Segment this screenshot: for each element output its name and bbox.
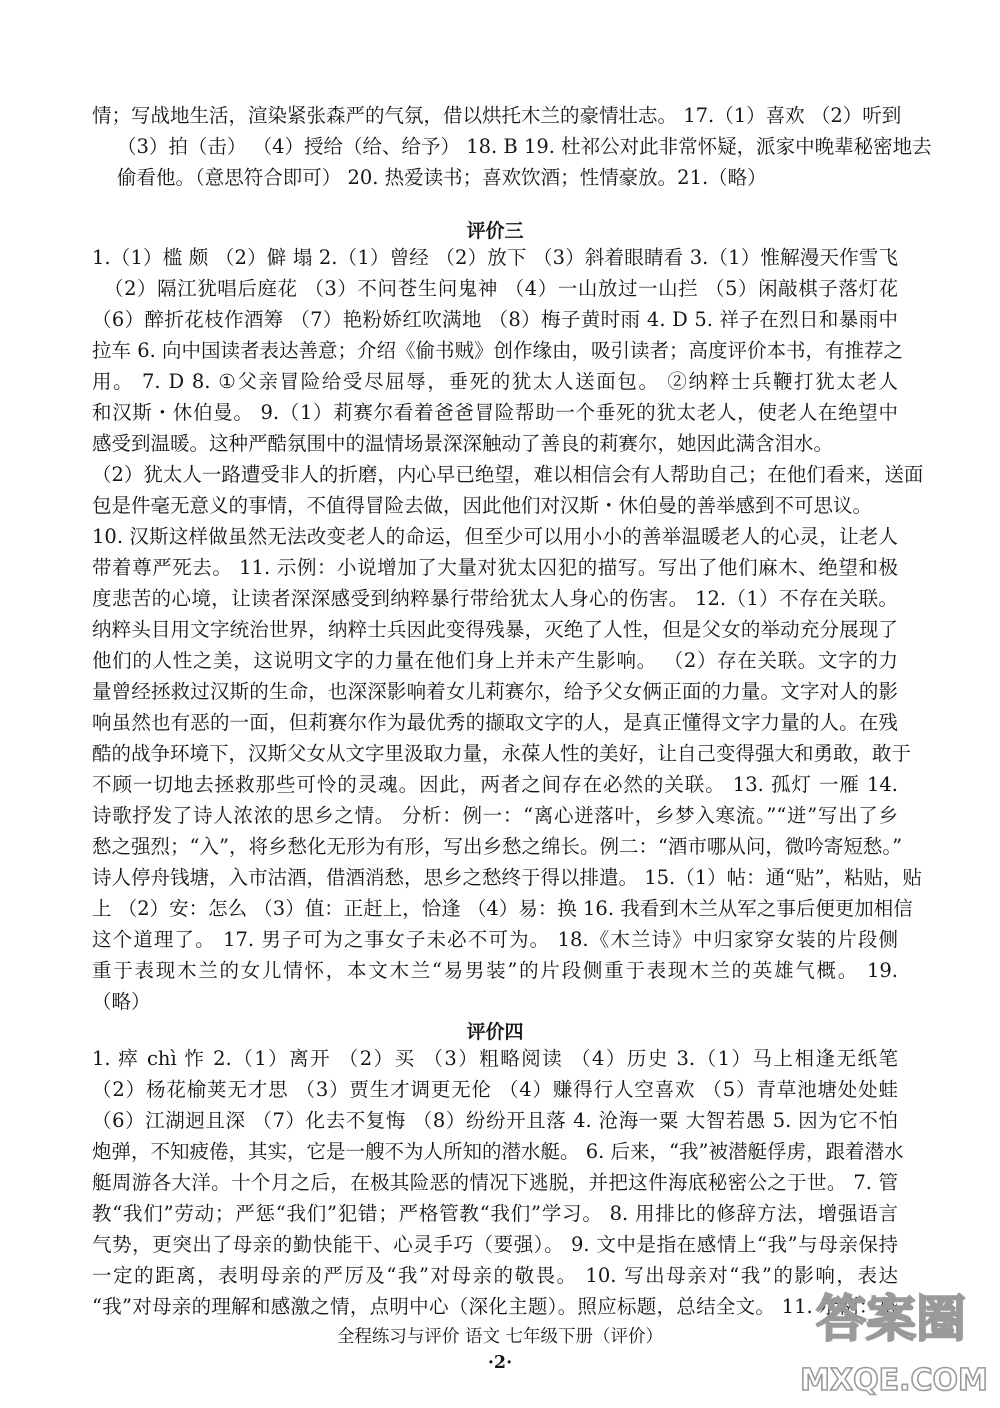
watermark-logo <box>786 1274 996 1404</box>
watermark-brand: 答案圈 <box>816 1290 966 1348</box>
text-line: 和汉斯・休伯曼。 9.（1）莉赛尔看着爸爸冒险帮助一个垂死的犹太老人，使老人在绝望中 <box>92 401 898 424</box>
text-line: 愁之强烈；“入”，将乡愁化无形为有形，写出乡愁之绵长。例二：“酒市哪从问，微吟寄短愁。” <box>92 835 903 858</box>
text-line: 一定的距离，表明母亲的严厉及“我”对母亲的敬畏。 10. 写出母亲对“我”的影响，表达 <box>92 1264 898 1287</box>
text-line: 重于表现木兰的女儿情怀，本文木兰“易男装”的片段侧重于表现木兰的英雄气概。 19. <box>92 959 898 982</box>
text-line: （2）杨花榆荚无才思 （3）贾生才调更无伦 （4）赚得行人空喜欢 （5）青草池塘处处蛙 <box>92 1078 898 1101</box>
text-line: 诗人停舟钱塘，入市沽酒，借酒消愁，思乡之愁终于得以排遣。 15.（1）帖：通“贴”，粘贴，贴 <box>92 866 923 889</box>
page-number: ·2· <box>487 1353 513 1373</box>
text-line: “我”对母亲的理解和感激之情，点明中心（深化主题）。照应标题，总结全文。 11. 示例：赞 <box>92 1295 898 1318</box>
text-line: （2）隔江犹唱后庭花 （3）不问苍生问鬼神 （4）一山放过一山拦 （5）闲敲棋子落灯花 <box>104 277 898 300</box>
text-line: 教“我们”劳动；严惩“我们”犯错；严格管教“我们”学习。 8. 用排比的修辞方法，增强语言 <box>92 1202 898 1225</box>
text-line: 包是件毫无意义的事情，不值得冒险去做，因此他们对汉斯・休伯曼的善举感到不可思议。 <box>92 494 873 517</box>
text-line: 度悲苦的心境，让读者深深感受到纳粹暴行带给犹太人身心的伤害。 12.（1）不存在关联。 <box>92 587 898 610</box>
watermark-url: MXQE.COM <box>800 1363 988 1398</box>
text-line: 感受到温暖。这种严酷氛围中的温情场景深深触动了善良的莉赛尔，她因此满含泪水。 <box>92 432 834 455</box>
text-line: 1. 瘁 chì 怍 2.（1）离开 （2）买 （3）粗略阅读 （4）历史 3.（1）马上相逢无纸笔 <box>92 1047 898 1070</box>
text-line: 他们的人性之美，这说明文字的力量在他们身上并未产生影响。 （2）存在关联。文字的力 <box>92 649 898 672</box>
text-line: 情；写战地生活，渲染紧张森严的气氛，借以烘托木兰的豪情壮志。 17.（1）喜欢 （2）听到 <box>92 104 902 127</box>
text-line: 艇周游各大洋。十个月之后，在极其险恶的情况下逃脱，并把这件海底秘密公之于世。 7. 管 <box>92 1171 898 1194</box>
text-line: （略） <box>92 990 151 1013</box>
text-line: 10. 汉斯这样做虽然无法改变老人的命运，但至少可以用小小的善举温暖老人的心灵，让老人 <box>92 525 898 548</box>
text-line: 用。 7. D 8. ①父亲冒险给受尽屈辱，垂死的犹太人送面包。 ②纳粹士兵鞭打犹太老人 <box>92 370 898 393</box>
text-line: 带着尊严死去。 11. 示例：小说增加了大量对犹太囚犯的描写。写出了他们麻木、绝望和极 <box>92 556 898 579</box>
text-line: （3）拍（击） （4）授给（给、给予） 18. B 19. 杜祁公对此非常怀疑，派家中晚辈秘密地去 <box>117 135 932 158</box>
section-heading-3: 评价三 <box>466 220 524 242</box>
text-line: （2）犹太人一路遭受非人的折磨，内心早已绝望，难以相信会有人帮助自己；在他们看来，送面 <box>92 463 924 486</box>
text-line: （6）醉折花枝作酒筹 （7）艳粉娇红吹满地 （8）梅子黄时雨 4. D 5. 祥子在烈日和暴雨中 <box>92 308 898 331</box>
text-line: （6）江湖迥且深 （7）化去不复悔 （8）纷纷开且落 4. 沧海一粟 大智若愚 5. 因为它不怕 <box>92 1109 898 1132</box>
text-line: 1.（1）槛 颇 （2）僻 塌 2.（1）曾经 （2）放下 （3）斜着眼睛看 3.（1）惟解漫天作雪飞 <box>92 246 898 269</box>
text-line: 酷的战争环境下，汉斯父女从文字里汲取力量，永葆人性的美好，让自己变得强大和勇敢，敢于 <box>92 742 912 765</box>
text-line: 纳粹头目用文字统治世界，纳粹士兵因此变得残暴，灭绝了人性，但是父女的举动充分展现了 <box>92 618 898 641</box>
footer-title: 全程练习与评价 语文 七年级下册（评价） <box>336 1327 664 1347</box>
text-line: 偷看他。（意思符合即可） 20. 热爱读书；喜欢饮酒；性情豪放。21.（略） <box>117 166 767 189</box>
text-line: 这个道理了。 17. 男子可为之事女子未必不可为。 18.《木兰诗》中归家穿女装的片段侧 <box>92 928 898 951</box>
text-line: 响虽然也有恶的一面，但莉赛尔作为最优秀的撷取文字的人，是真正懂得文字力量的人。在残 <box>92 711 898 734</box>
text-line: 诗歌抒发了诗人浓浓的思乡之情。 分析：例一：“离心迸落叶，乡梦入寒流。”“迸”写出了乡 <box>92 804 898 827</box>
text-line: 拉车 6. 向中国读者表达善意；介绍《偷书贼》创作缘由，吸引读者；高度评价本书，有推荐之 <box>92 339 904 362</box>
text-line: 不顾一切地去拯救那些可怜的灵魂。因此，两者之间存在必然的关联。 13. 孤灯 一雁 14. <box>92 773 898 796</box>
text-line: 气势，更突出了母亲的勤快能干、心灵手巧（要强）。 9. 文中是指在感情上“我”与母亲保持 <box>92 1233 898 1256</box>
text-line: 上 （2）安：怎么 （3）值：正赶上，恰逢 （4）易：换 16. 我看到木兰从军之事后便更加相信 <box>92 897 913 920</box>
text-line: 量曾经拯救过汉斯的生命，也深深影响着女儿莉赛尔，给予父女俩正面的力量。文字对人的影 <box>92 680 898 703</box>
text-line: 炮弹，不知疲倦，其实，它是一艘不为人所知的潜水艇。 6. 后来，“我”被潜艇俘虏，跟着潜水 <box>92 1140 904 1163</box>
section-heading-4: 评价四 <box>466 1021 524 1043</box>
